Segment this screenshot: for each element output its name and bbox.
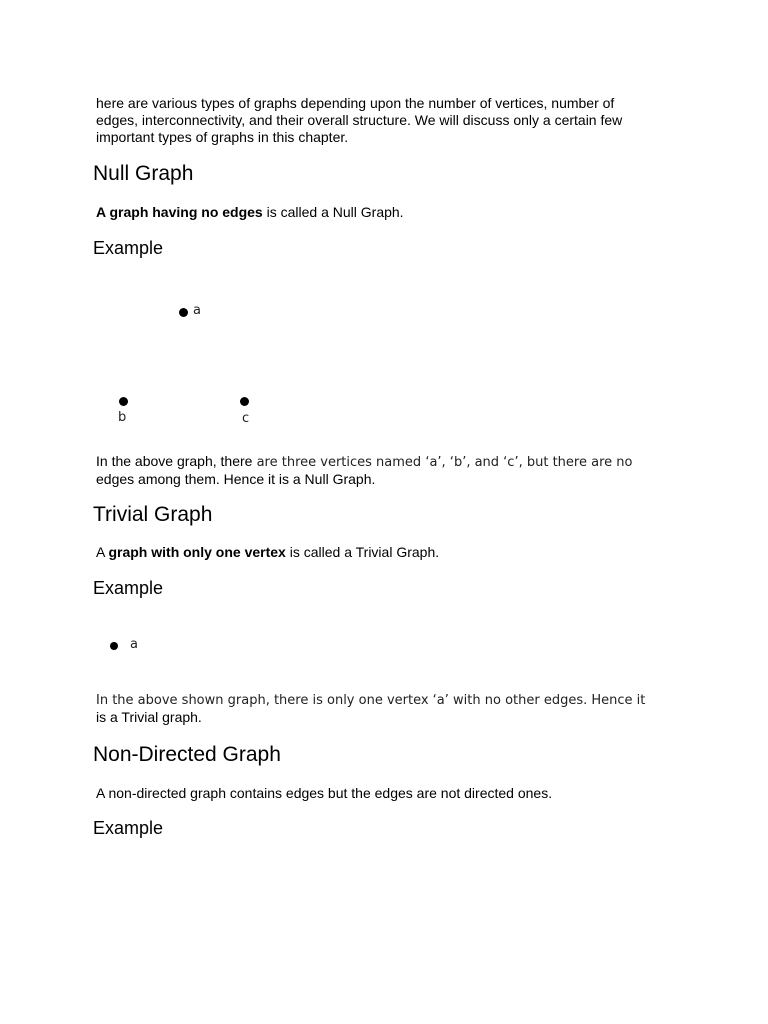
trivial-graph-definition: [96, 544, 676, 561]
trivial-graph-figure: [100, 632, 220, 662]
vertex-b-dot: [119, 397, 128, 406]
null-graph-definition-rest: is called a Null Graph.: [262, 204, 404, 220]
vertex-c-dot: [240, 397, 249, 406]
non-directed-graph-definition: A non-directed graph contains edges but the edges are not directed ones.: [96, 785, 553, 801]
null-graph-example-label: Example: [93, 238, 164, 258]
vertex-a-dot: [110, 642, 118, 650]
null-graph-explanation-part2: are three vertices named ‘a’, ‘b’, and ‘c’, but there are no: [252, 455, 633, 470]
trivial-graph-definition-rest: is called a Trivial Graph.: [285, 544, 440, 560]
trivial-graph-explanation: [96, 692, 676, 726]
null-graph-definition: [96, 204, 676, 221]
non-directed-graph-example-label: Example: [93, 818, 164, 838]
trivial-graph-heading: Trivial Graph: [93, 503, 213, 526]
null-graph-figure: [90, 290, 290, 440]
non-directed-graph-heading: Non-Directed Graph: [93, 743, 281, 766]
trivial-graph-definition-prefix: A: [96, 544, 109, 560]
trivial-graph-explanation-line: is a Trivial graph.: [96, 709, 202, 725]
vertex-a-dot: [179, 308, 188, 317]
vertex-c-label: c: [242, 411, 250, 426]
vertex-a-label: a: [193, 303, 201, 318]
trivial-graph-definition-bold: graph with only one vertex: [108, 544, 286, 560]
null-graph-explanation-part1: In the above graph, there: [96, 453, 253, 469]
null-graph-heading: Null Graph: [93, 162, 194, 185]
null-graph-explanation: [96, 453, 676, 488]
intro-paragraph: [96, 95, 676, 146]
intro-line: here are various types of graphs depending upon the number of vertices, number of: [96, 95, 615, 111]
intro-line: important types of graphs in this chapter.: [96, 129, 349, 145]
trivial-graph-example-label: Example: [93, 578, 164, 598]
vertex-a-label: a: [130, 637, 138, 652]
null-graph-explanation-line: [96, 453, 676, 471]
null-graph-definition-bold: A graph having no edges: [96, 204, 263, 220]
trivial-graph-explanation-line: In the above shown graph, there is only one vertex ‘a’ with no other edges. Hence it: [96, 693, 646, 708]
vertex-b-label: b: [118, 410, 127, 425]
intro-line: edges, interconnectivity, and their overall structure. We will discuss only a certain few: [96, 112, 623, 128]
null-graph-explanation-line: edges among them. Hence it is a Null Graph.: [96, 471, 376, 487]
